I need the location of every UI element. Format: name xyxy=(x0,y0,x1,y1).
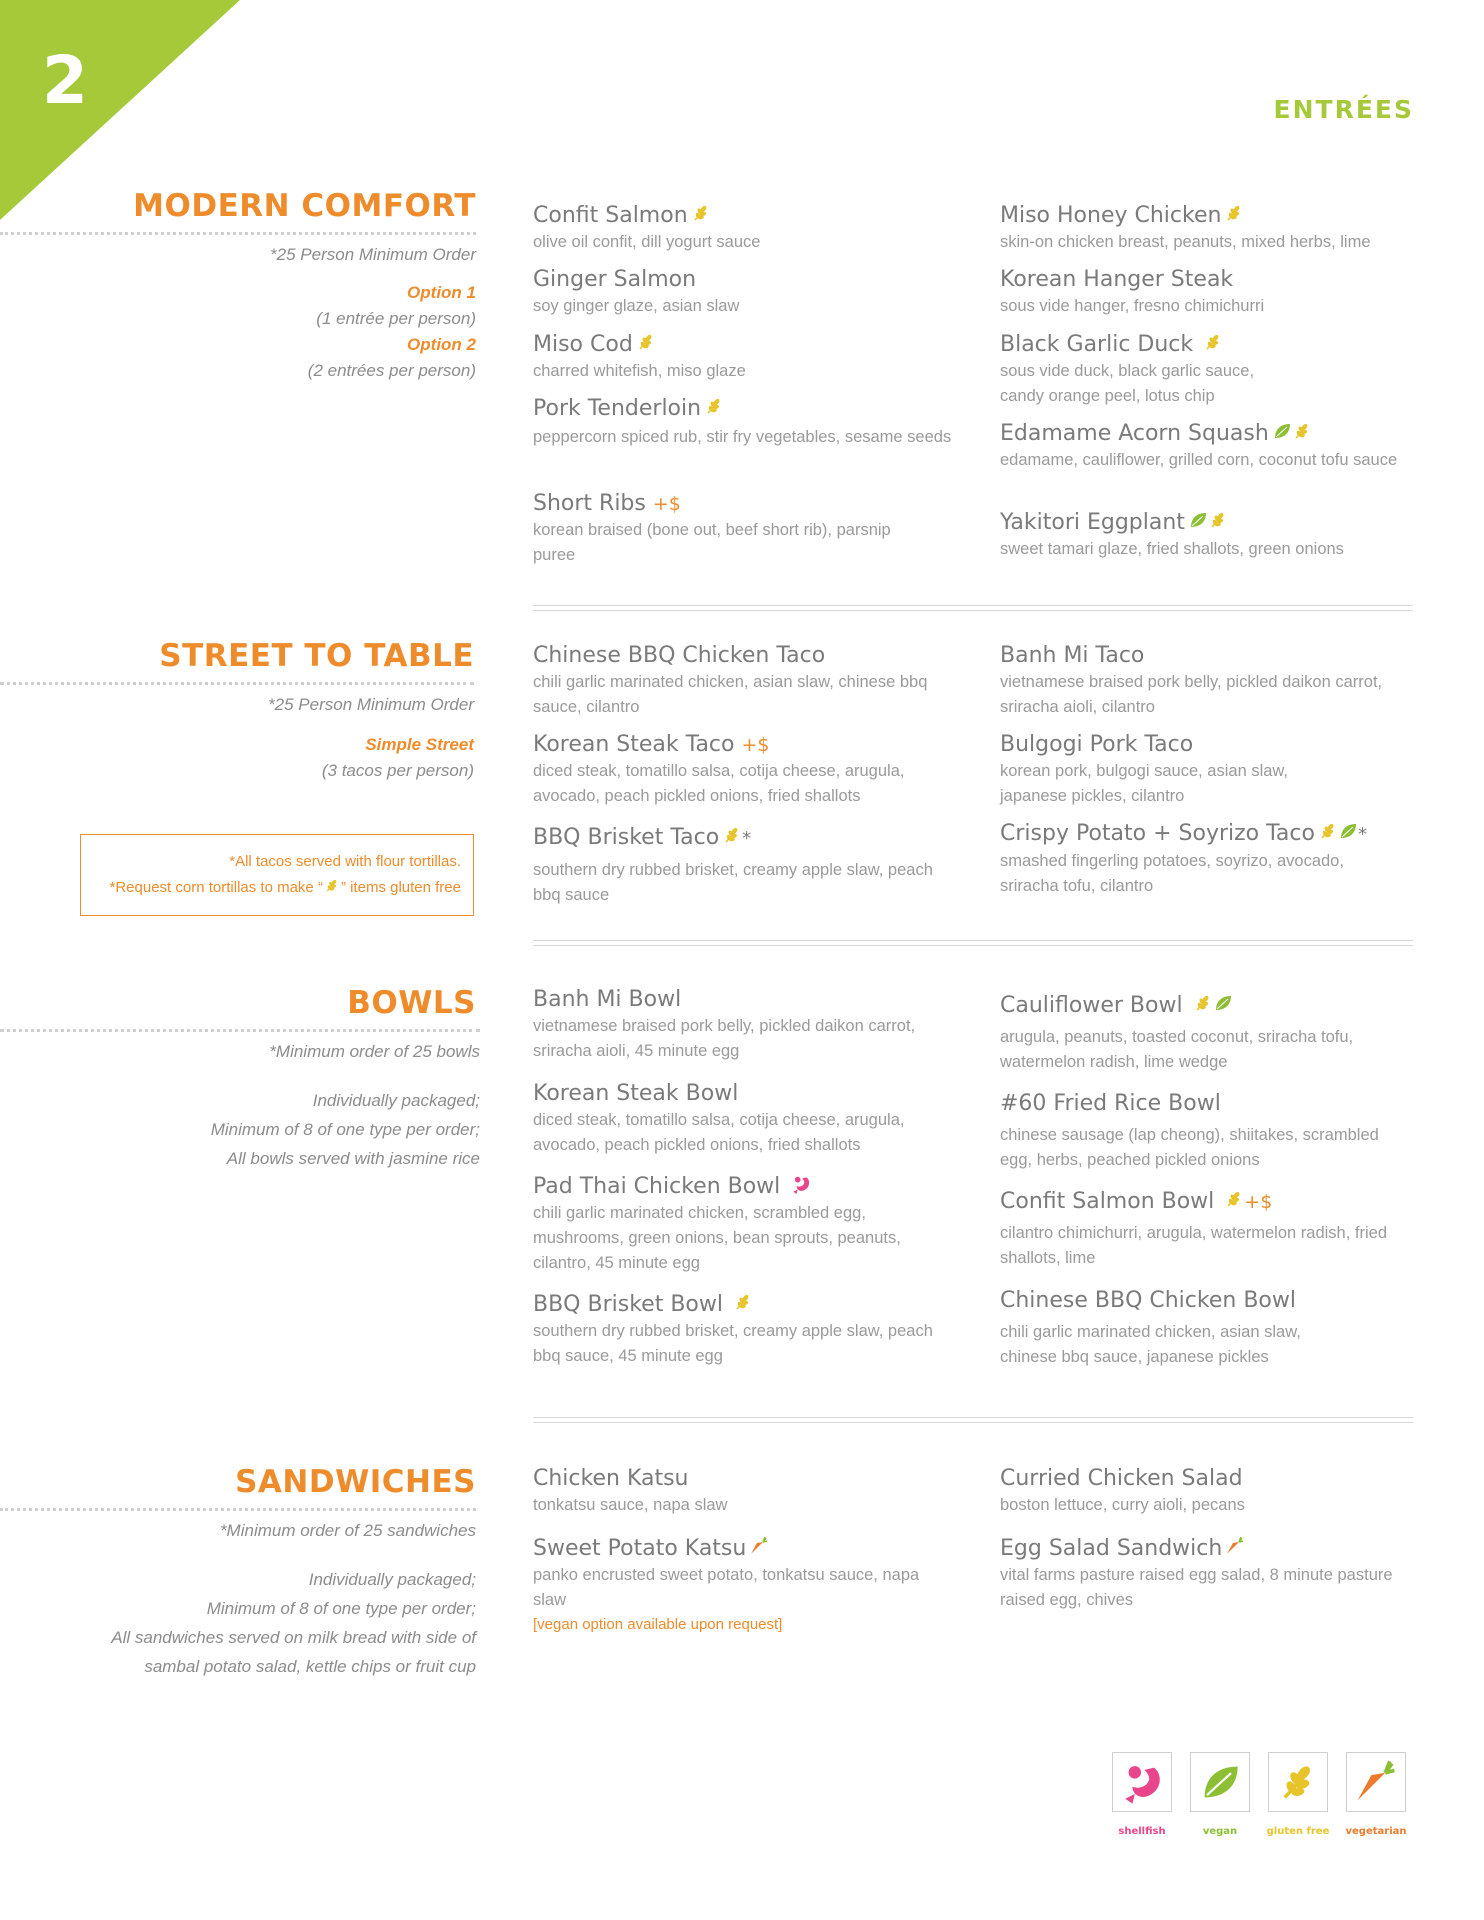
gluten-free-icon xyxy=(324,877,340,894)
info-line: Minimum of 8 of one type per order; xyxy=(206,1599,476,1618)
menu-item xyxy=(533,1173,953,1276)
asterisk: * xyxy=(1357,824,1367,845)
legend-label-vegetarian: vegetarian xyxy=(1345,1826,1407,1837)
item-name: Pad Thai Chicken Bowl xyxy=(533,1174,781,1199)
menu-item xyxy=(1000,331,1290,409)
dotted-divider xyxy=(0,1508,476,1511)
item-name: Crispy Potato + Soyrizo Taco xyxy=(1000,821,1315,846)
item-description: charred whitefish, miso glaze xyxy=(533,362,746,380)
gluten-free-icon xyxy=(1224,1188,1244,1210)
gluten-free-icon xyxy=(1224,202,1244,224)
item-description: panko encrusted sweet potato, tonkatsu sauce, napa slaw xyxy=(533,1566,920,1609)
item-description: vietnamese braised pork belly, pickled daikon carrot, sriracha aioli, cilantro xyxy=(1000,673,1383,716)
gluten-free-icon xyxy=(636,331,656,353)
item-description: diced steak, tomatillo salsa, cotija cheese, arugula, avocado, peach pickled onions, fried shallots xyxy=(533,1111,905,1154)
corner-ribbon xyxy=(0,0,240,220)
item-description: vietnamese braised pork belly, pickled daikon carrot, sriracha aioli, 45 minute egg xyxy=(533,1017,916,1060)
item-name: Banh Mi Taco xyxy=(1000,643,1145,668)
item-name: Chinese BBQ Chicken Taco xyxy=(533,643,826,668)
menu-item xyxy=(1000,1465,1430,1518)
info-line: All bowls served with jasmine rice xyxy=(226,1149,480,1168)
min-order-note: *Minimum order of 25 bowls xyxy=(269,1042,480,1061)
item-name: Ginger Salmon xyxy=(533,267,697,292)
menu-item xyxy=(1000,202,1420,255)
menu-item xyxy=(533,1465,963,1518)
item-description: sweet tamari glaze, fried shallots, green onions xyxy=(1000,540,1344,558)
vegan-icon xyxy=(1272,420,1292,442)
bowls-info xyxy=(0,1086,480,1173)
section-title: SANDWICHES xyxy=(235,1464,476,1500)
page-number: 2 xyxy=(42,42,88,119)
item-name: Black Garlic Duck xyxy=(1000,332,1194,357)
tortilla-note-1: *All tacos served with flour tortillas. xyxy=(229,853,461,870)
item-name: Confit Salmon xyxy=(533,203,688,228)
info-line: Individually packaged; xyxy=(308,1570,476,1589)
menu-item xyxy=(1000,642,1420,720)
item-description: cilantro chimichurri, arugula, watermelon radish, fried shallots, lime xyxy=(1000,1224,1387,1267)
vegan-icon xyxy=(1338,820,1358,842)
vegan-option-note: [vegan option available upon request] xyxy=(533,1616,783,1633)
section-title: STREET TO TABLE xyxy=(159,638,474,674)
legend-label-gluten-free: gluten free xyxy=(1266,1826,1330,1837)
legend-shellfish-box xyxy=(1112,1752,1172,1812)
legend-vegan-box xyxy=(1190,1752,1250,1812)
info-line: sambal potato salad, kettle chips or fruit cup xyxy=(144,1657,476,1676)
item-description: peppercorn spiced rub, stir fry vegetables, sesame seeds xyxy=(533,428,952,446)
legend-label-shellfish: shellfish xyxy=(1118,1826,1166,1837)
item-description: chili garlic marinated chicken, scrambled egg, mushrooms, green onions, bean sprouts, peanuts, cilantro, 45 minute egg xyxy=(533,1204,901,1272)
gluten-free-icon xyxy=(1318,820,1338,842)
tortilla-notice-box xyxy=(80,834,474,916)
vegan-icon xyxy=(1213,992,1233,1014)
item-description: southern dry rubbed brisket, creamy apple slaw, peach bbq sauce, 45 minute egg xyxy=(533,1322,933,1365)
item-name: Bulgogi Pork Taco xyxy=(1000,732,1194,757)
option-2-note: (2 entrées per person) xyxy=(307,361,476,380)
item-name: Banh Mi Bowl xyxy=(533,987,682,1012)
item-description: sous vide duck, black garlic sauce, candy orange peel, lotus chip xyxy=(1000,362,1255,405)
item-name: Korean Hanger Steak xyxy=(1000,267,1234,292)
item-name: Edamame Acorn Squash xyxy=(1000,421,1269,446)
menu-item xyxy=(533,266,963,319)
price-surcharge: +$ xyxy=(1244,1191,1273,1213)
item-description: vital farms pasture raised egg salad, 8 minute pasture raised egg, chives xyxy=(1000,1566,1393,1609)
vegetarian-icon xyxy=(749,1535,769,1557)
dotted-divider xyxy=(0,232,476,235)
menu-item xyxy=(533,395,953,452)
asterisk: * xyxy=(742,828,752,849)
item-name: Pork Tenderloin xyxy=(533,396,702,421)
menu-item xyxy=(1000,992,1400,1075)
item-description: boston lettuce, curry aioli, pecans xyxy=(1000,1496,1245,1514)
dotted-divider xyxy=(0,682,474,685)
gluten-free-icon xyxy=(722,824,742,846)
menu-item xyxy=(1000,1090,1400,1173)
section-divider xyxy=(533,1417,1413,1423)
item-name: Sweet Potato Katsu xyxy=(533,1536,747,1561)
item-description: soy ginger glaze, asian slaw xyxy=(533,297,740,315)
item-name: Chicken Katsu xyxy=(533,1466,689,1491)
menu-item xyxy=(533,1535,933,1637)
menu-item xyxy=(533,1291,933,1369)
item-description: diced steak, tomatillo salsa, cotija cheese, arugula, avocado, peach pickled onions, fried shallots xyxy=(533,762,905,805)
menu-item xyxy=(1000,731,1340,809)
section-title: BOWLS xyxy=(347,985,476,1021)
menu-item xyxy=(1000,1535,1400,1613)
section-title: MODERN COMFORT xyxy=(133,188,476,224)
item-description: olive oil confit, dill yogurt sauce xyxy=(533,233,761,251)
item-name: Cauliflower Bowl xyxy=(1000,993,1183,1018)
carrot-icon xyxy=(1353,1759,1399,1805)
vegetarian-icon xyxy=(1225,1535,1245,1557)
modern-comfort-sidebar xyxy=(0,188,476,381)
sandwiches-sidebar xyxy=(0,1464,476,1681)
menu-item xyxy=(1000,820,1400,899)
gluten-free-icon xyxy=(691,202,711,224)
item-description: sous vide hanger, fresno chimichurri xyxy=(1000,297,1265,315)
menu-item xyxy=(533,1080,953,1158)
menu-item xyxy=(1000,1188,1400,1271)
menu-item xyxy=(533,490,913,568)
item-description: smashed fingerling potatoes, soyrizo, avocado, sriracha tofu, cilantro xyxy=(1000,852,1344,895)
item-description: korean braised (bone out, beef short rib), parsnip puree xyxy=(533,521,891,564)
option-1-note: (1 entrée per person) xyxy=(316,309,476,328)
menu-item xyxy=(1000,1287,1360,1370)
gluten-free-icon xyxy=(733,1291,753,1313)
vegan-icon xyxy=(1188,509,1208,531)
item-name: Confit Salmon Bowl xyxy=(1000,1189,1215,1214)
tortilla-note-2 xyxy=(81,875,461,901)
gluten-free-icon xyxy=(704,395,724,417)
option-2-label: Option 2 xyxy=(407,335,476,354)
item-description: chili garlic marinated chicken, asian slaw, chinese bbq sauce, cilantro xyxy=(533,673,928,716)
item-name: Short Ribs xyxy=(533,491,646,516)
dotted-divider xyxy=(0,1029,480,1032)
info-line: Minimum of 8 of one type per order; xyxy=(210,1120,480,1139)
item-description: korean pork, bulgogi sauce, asian slaw, japanese pickles, cilantro xyxy=(1000,762,1289,805)
menu-item xyxy=(533,331,963,384)
item-name: BBQ Brisket Taco xyxy=(533,825,720,850)
item-description: edamame, cauliflower, grilled corn, coconut tofu sauce xyxy=(1000,451,1398,469)
menu-item xyxy=(1000,266,1430,319)
tortilla-note-2b: ” items gluten free xyxy=(340,879,461,896)
tortilla-note-2a: *Request corn tortillas to make “ xyxy=(109,879,323,896)
menu-item xyxy=(533,986,953,1064)
menu-item xyxy=(1000,509,1430,562)
item-name: #60 Fried Rice Bowl xyxy=(1000,1091,1221,1116)
option-1-label: Option 1 xyxy=(407,283,476,302)
wheat-icon xyxy=(1276,1760,1320,1804)
item-description: skin-on chicken breast, peanuts, mixed herbs, lime xyxy=(1000,233,1371,251)
item-name: Miso Cod xyxy=(533,332,633,357)
item-description: tonkatsu sauce, napa slaw xyxy=(533,1496,728,1514)
shrimp-icon xyxy=(1118,1758,1166,1806)
legend-label-vegan: vegan xyxy=(1202,1826,1238,1837)
item-description: chinese sausage (lap cheong), shiitakes, scrambled egg, herbs, peached pickled onions xyxy=(1000,1126,1379,1169)
price-surcharge: +$ xyxy=(741,734,770,756)
info-line: All sandwiches served on milk bread with side of xyxy=(111,1628,476,1647)
legend-gluten-free-box xyxy=(1268,1752,1328,1812)
section-divider xyxy=(533,940,1413,946)
gluten-free-icon xyxy=(1193,992,1213,1014)
menu-item xyxy=(533,731,953,809)
item-name: Miso Honey Chicken xyxy=(1000,203,1222,228)
item-name: Chinese BBQ Chicken Bowl xyxy=(1000,1288,1296,1313)
menu-item xyxy=(533,824,933,908)
item-name: Korean Steak Bowl xyxy=(533,1081,739,1106)
legend-vegetarian-box xyxy=(1346,1752,1406,1812)
section-divider xyxy=(533,605,1413,611)
gluten-free-icon xyxy=(1292,420,1312,442)
min-order-note: *25 Person Minimum Order xyxy=(270,245,476,264)
menu-item xyxy=(1000,420,1410,473)
gluten-free-icon xyxy=(1203,331,1223,353)
price-surcharge: +$ xyxy=(652,493,681,515)
page-title: ENTRÉES xyxy=(1273,95,1414,124)
simple-street-note: (3 tacos per person) xyxy=(321,761,474,780)
bowls-sidebar xyxy=(0,985,480,1173)
leaf-icon xyxy=(1198,1760,1242,1804)
shellfish-icon xyxy=(790,1173,812,1195)
min-order-note: *25 Person Minimum Order xyxy=(268,695,474,714)
item-name: Korean Steak Taco xyxy=(533,732,735,757)
street-to-table-sidebar xyxy=(0,638,474,781)
item-description: chili garlic marinated chicken, asian slaw, chinese bbq sauce, japanese pickles xyxy=(1000,1323,1301,1366)
item-name: BBQ Brisket Bowl xyxy=(533,1292,723,1317)
sandwiches-info xyxy=(0,1565,476,1681)
item-name: Yakitori Eggplant xyxy=(1000,510,1185,535)
simple-street-label: Simple Street xyxy=(365,735,474,754)
gluten-free-icon xyxy=(1208,509,1228,531)
item-description: southern dry rubbed brisket, creamy apple slaw, peach bbq sauce xyxy=(533,861,933,904)
menu-item xyxy=(533,642,943,720)
item-name: Egg Salad Sandwich xyxy=(1000,1536,1223,1561)
info-line: Individually packaged; xyxy=(312,1091,480,1110)
item-description: arugula, peanuts, toasted coconut, sriracha tofu, watermelon radish, lime wedge xyxy=(1000,1028,1354,1071)
menu-item xyxy=(533,202,963,255)
item-name: Curried Chicken Salad xyxy=(1000,1466,1243,1491)
min-order-note: *Minimum order of 25 sandwiches xyxy=(219,1521,476,1540)
